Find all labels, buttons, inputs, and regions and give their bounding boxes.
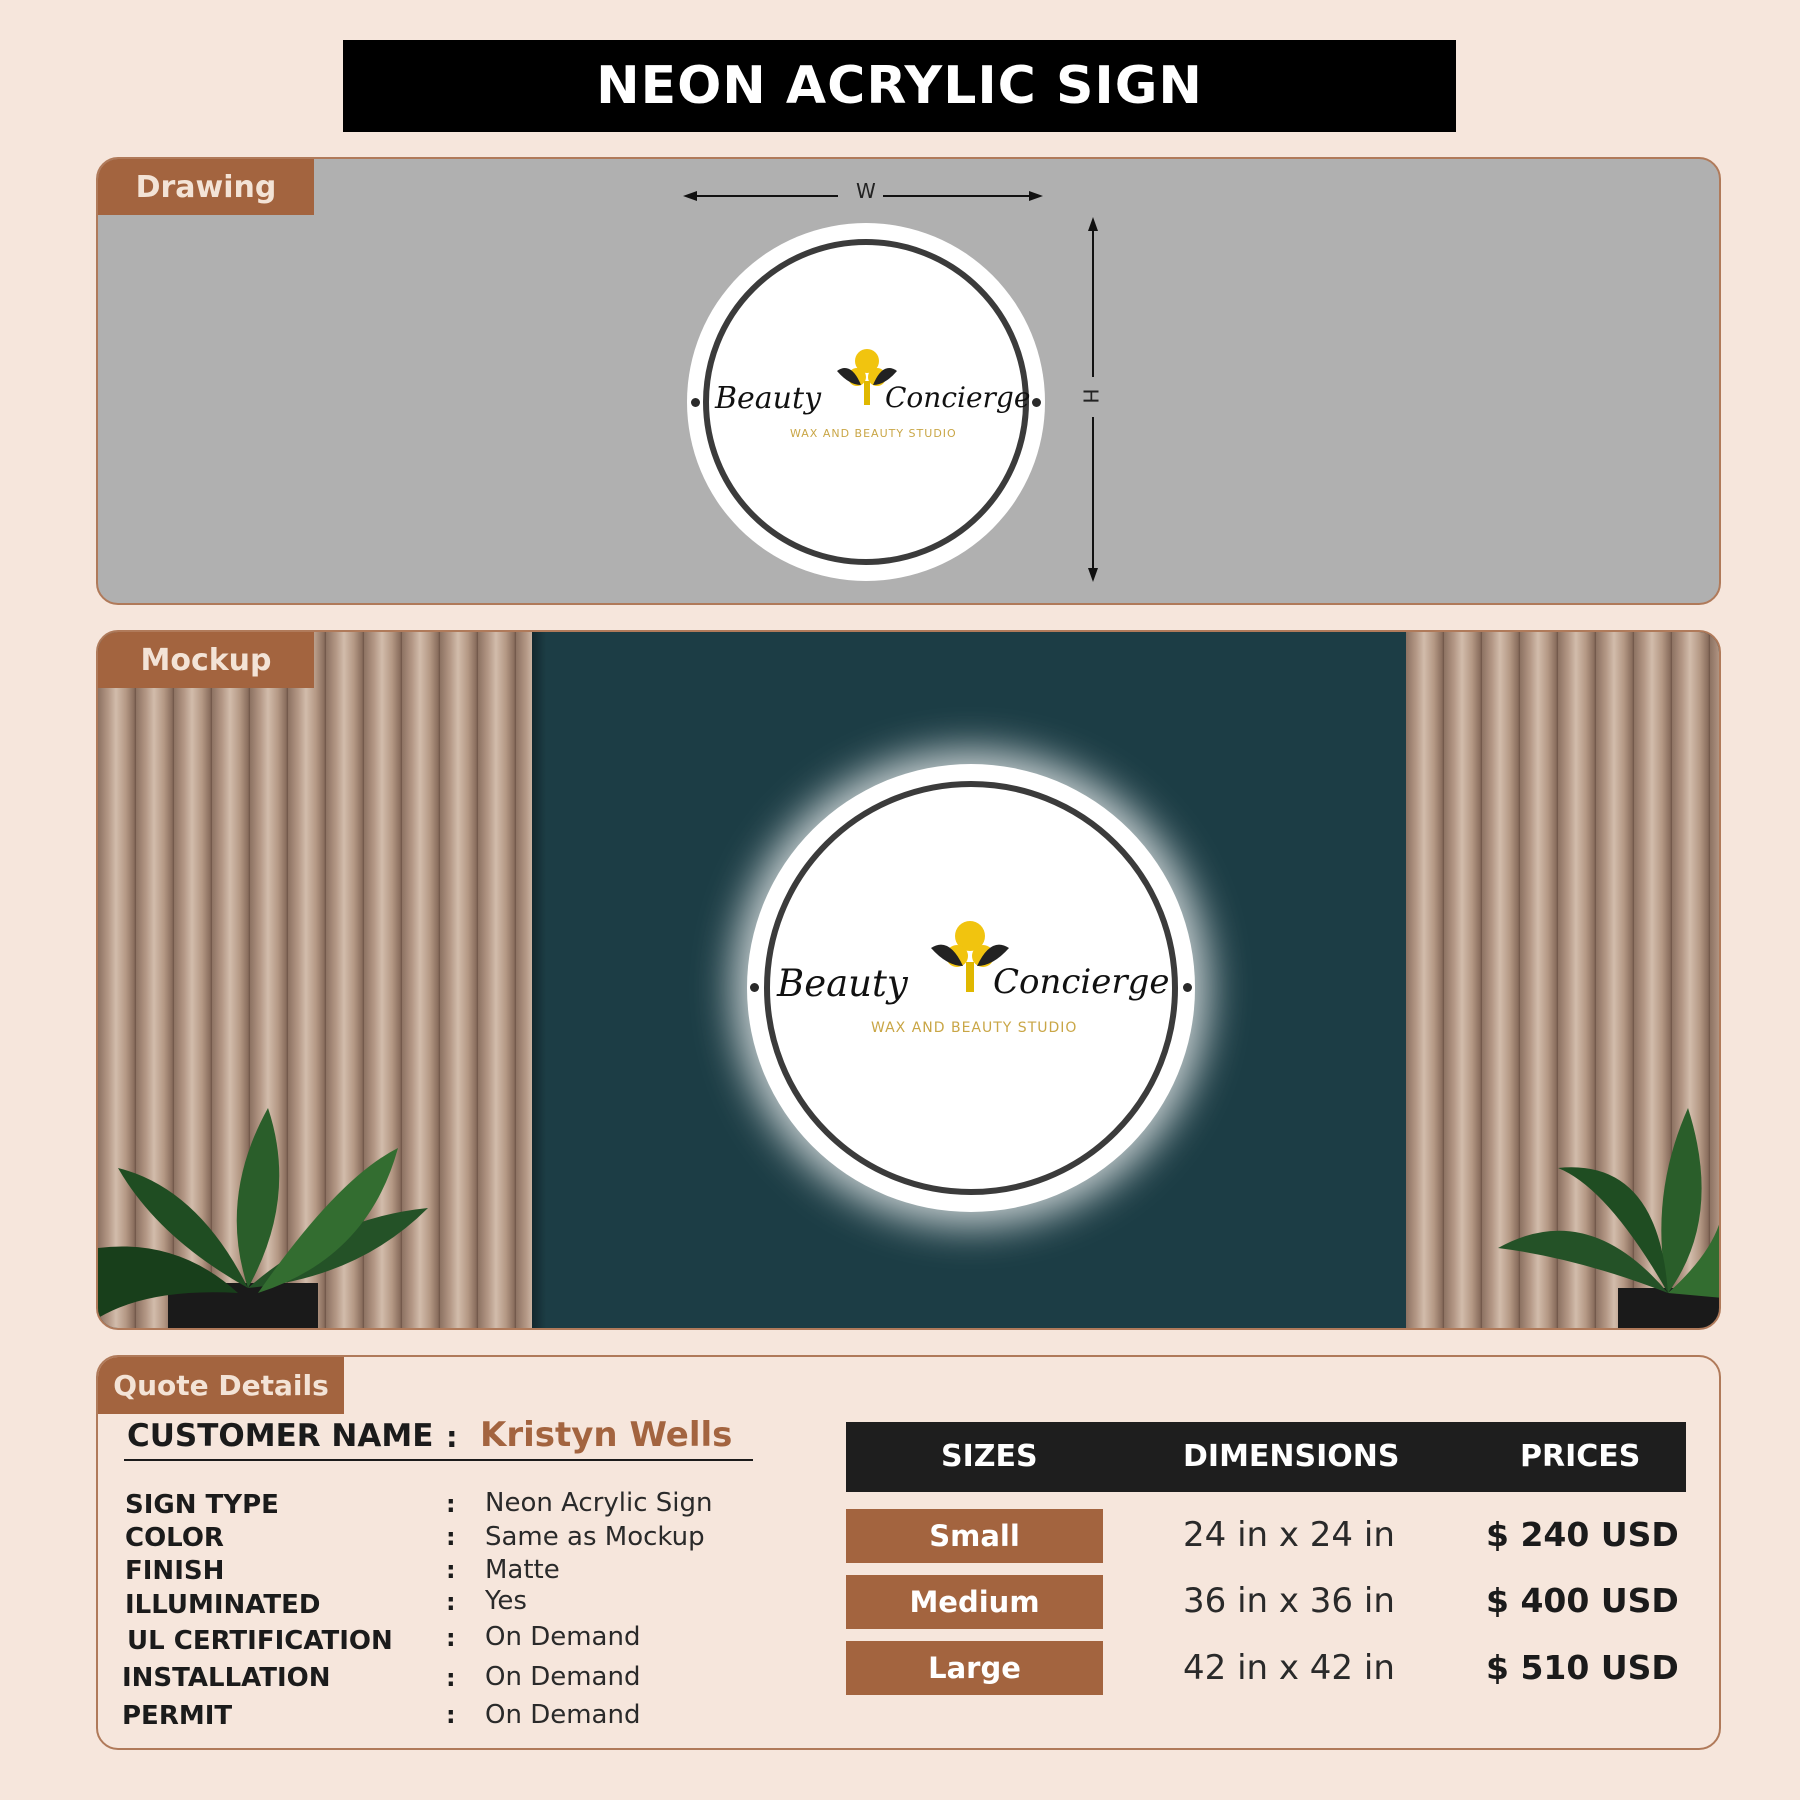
- page-title-bar: [343, 40, 1456, 132]
- spec-value-color: Same as Mockup: [485, 1522, 705, 1552]
- spec-label-permit: PERMIT: [122, 1701, 233, 1731]
- spec-colon: :: [446, 1664, 456, 1692]
- spec-label-color: COLOR: [125, 1523, 224, 1553]
- spec-value-illuminated: Yes: [485, 1586, 527, 1616]
- spec-value-installation: On Demand: [485, 1662, 641, 1692]
- spec-colon: :: [446, 1701, 456, 1729]
- spec-colon: :: [446, 1490, 456, 1518]
- header-dimensions: DIMENSIONS: [1183, 1439, 1400, 1474]
- logo-left-word: Beauty: [715, 381, 822, 416]
- mount-dot: [691, 398, 700, 407]
- size-medium-button[interactable]: Medium: [846, 1575, 1103, 1629]
- logo-right-word: Concierge: [885, 381, 1031, 414]
- wall-shadow: [532, 632, 546, 1328]
- customer-name-label: CUSTOMER NAME: [127, 1418, 434, 1454]
- spec-label-sign-type: SIGN TYPE: [125, 1490, 279, 1520]
- mount-dot: [750, 983, 759, 992]
- spec-colon: :: [446, 1523, 456, 1551]
- plant-right-icon: [1478, 1098, 1721, 1328]
- spec-label-installation: INSTALLATION: [122, 1663, 331, 1693]
- spec-label-illuminated: ILLUMINATED: [125, 1590, 321, 1620]
- logo-left-word: Beauty: [777, 962, 908, 1005]
- customer-name-value: Kristyn Wells: [480, 1415, 733, 1455]
- drawing-panel: [96, 157, 1721, 605]
- mount-dot: [1183, 983, 1192, 992]
- header-prices: PRICES: [1520, 1439, 1641, 1474]
- logo-tagline: WAX AND BEAUTY STUDIO: [790, 427, 957, 440]
- spec-colon: :: [446, 1624, 456, 1652]
- spec-colon: :: [446, 1588, 456, 1616]
- customer-underline: [124, 1459, 753, 1461]
- size-small-button[interactable]: Small: [846, 1509, 1103, 1563]
- quote-tab: Quote Details: [98, 1357, 344, 1414]
- height-label: H: [1078, 388, 1103, 404]
- spec-value-finish: Matte: [485, 1555, 560, 1585]
- plant-left-icon: [98, 1088, 458, 1328]
- dimension-small: 24 in x 24 in: [1183, 1515, 1395, 1555]
- dimension-large: 42 in x 42 in: [1183, 1648, 1395, 1688]
- sign-mockup: [747, 764, 1195, 1212]
- mockup-tab: Mockup: [98, 632, 314, 688]
- spec-value-sign-type: Neon Acrylic Sign: [485, 1488, 713, 1518]
- sign-drawing: [687, 223, 1045, 581]
- drawing-tab: Drawing: [98, 159, 314, 215]
- mount-dot: [1032, 398, 1041, 407]
- size-large-button[interactable]: Large: [846, 1641, 1103, 1695]
- spec-label-finish: FINISH: [125, 1556, 225, 1586]
- spec-colon: :: [446, 1556, 456, 1584]
- mockup-panel: [96, 630, 1721, 1330]
- price-large: $ 510 USD: [1486, 1648, 1679, 1687]
- spec-value-ul-certification: On Demand: [485, 1622, 641, 1652]
- price-small: $ 240 USD: [1486, 1515, 1679, 1554]
- logo-tagline: WAX AND BEAUTY STUDIO: [871, 1020, 1078, 1036]
- price-medium: $ 400 USD: [1486, 1581, 1679, 1620]
- width-label: W: [856, 179, 876, 203]
- spec-label-ul-certification: UL CERTIFICATION: [127, 1626, 393, 1656]
- header-sizes: SIZES: [941, 1439, 1038, 1474]
- page-title: NEON ACRYLIC SIGN: [596, 56, 1203, 116]
- logo-right-word: Concierge: [993, 962, 1170, 1002]
- pricing-table-header: [846, 1422, 1686, 1492]
- spec-value-permit: On Demand: [485, 1700, 641, 1730]
- customer-name-colon: :: [446, 1420, 458, 1454]
- dimension-medium: 36 in x 36 in: [1183, 1581, 1395, 1621]
